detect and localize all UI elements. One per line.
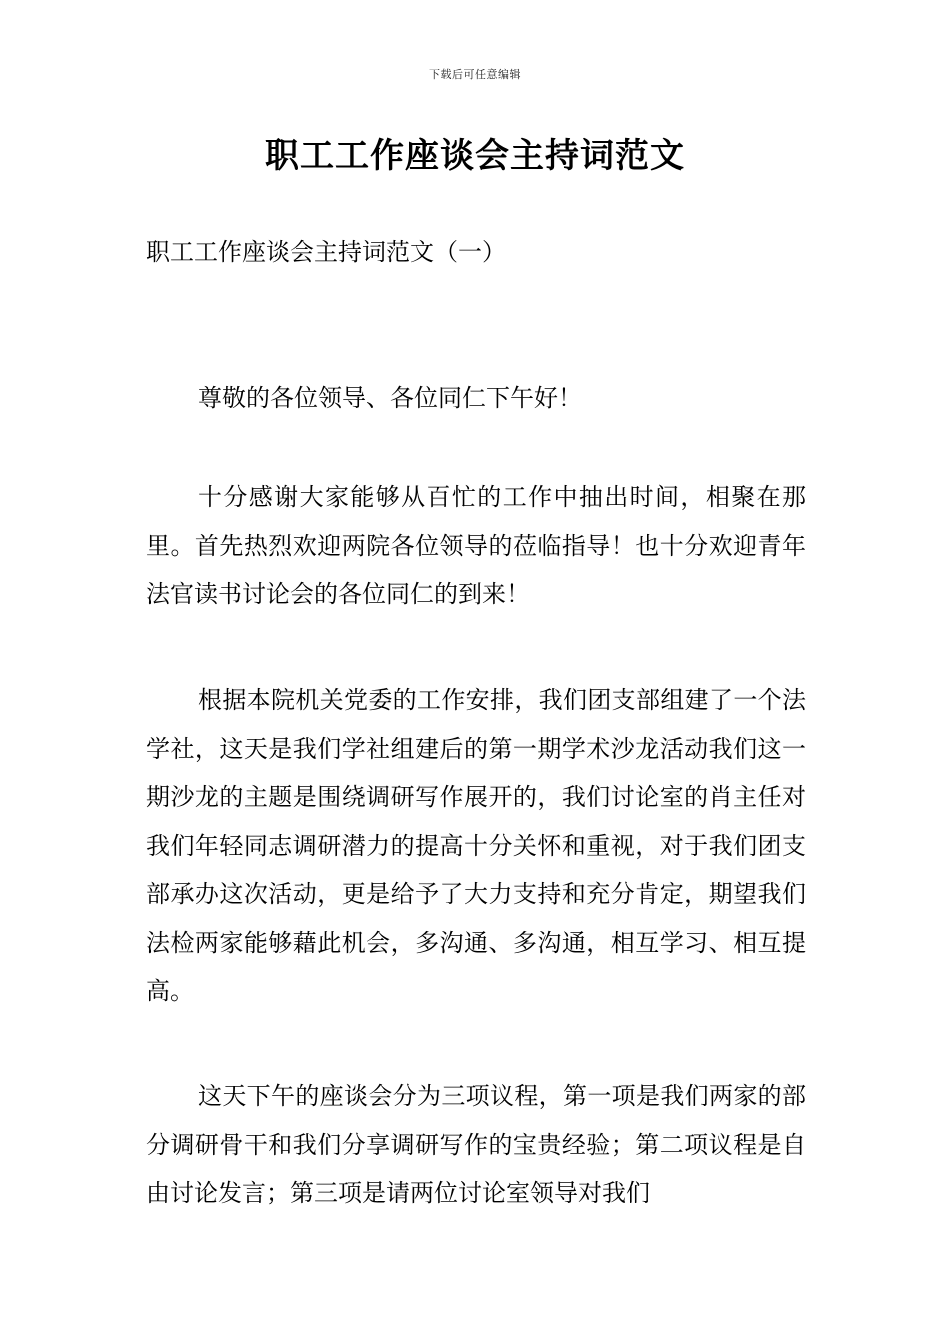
header-note: 下载后可任意编辑 [429,68,521,81]
paragraph-greeting: 尊敬的各位领导、各位同仁下午好！ [198,384,582,412]
paragraph-background: 根据本院机关党委的工作安排，我们团支部组建了一个法学社，这天是我们学社组建后的第一期学术沙龙活动我们这一期沙龙的主题是围绕调研写作展开的，我们讨论室的肖主任对我们年轻同志调研潜力的提高十分关怀和重视，对于我们团支部承办这次活动，更是给予了大力支持和充分肯定，期望我们法检两家能够藉此机会，多沟通、多沟通，相互学习、相互提高。 [146,686,806,1005]
paragraph-agenda: 这天下午的座谈会分为三项议程，第一项是我们两家的部分调研骨干和我们分享调研写作的宝贵经验；第二项议程是自由讨论发言；第三项是请两位讨论室领导对我们 [146,1082,806,1207]
paragraph-welcome: 十分感谢大家能够从百忙的工作中抽出时间，相聚在那里。首先热烈欢迎两院各位领导的莅临指导！也十分欢迎青年法官读书讨论会的各位同仁的到来！ [146,483,806,608]
document-subtitle: 职工工作座谈会主持词范文（一） [146,238,506,266]
document-title: 职工工作座谈会主持词范文 [265,136,685,176]
